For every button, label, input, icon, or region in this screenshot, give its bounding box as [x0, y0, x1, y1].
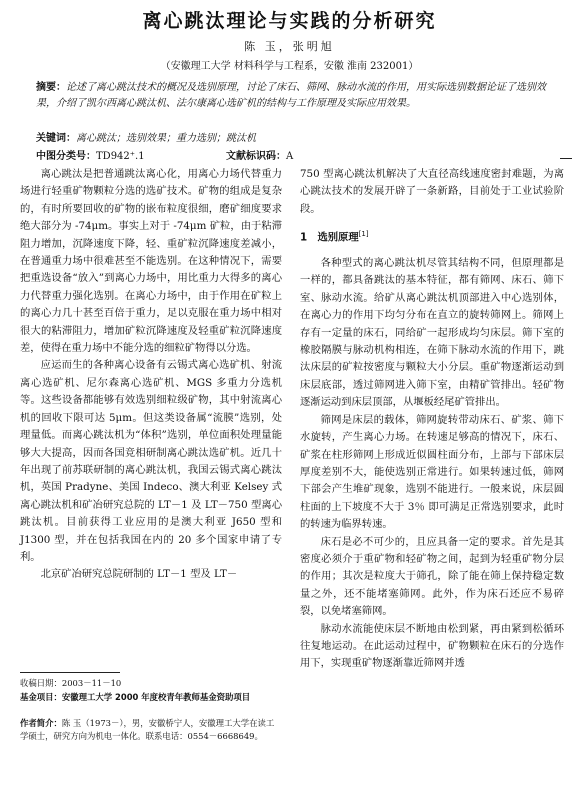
body-paragraph: 各种型式的离心跳汰机尽管其结构不同，但原理都是一样的，都具备跳汰的基本特征，都有筛网、床石、筛下室、脉动水流。给矿从离心跳汰机顶部进入中心选别体，在离心力的作用下均匀分布在直立的旋转筛网上。筛网上存有一定量的床石，同给矿一起形成均匀床层。筛下室的橡胶隔膜与脉动机构相连，在筛下脉动水流的作用下，跳汰床层的矿粒按密度与颗粒大小分层。重矿物逐渐运动到床层底部，透过筛网进入筛下室，由精矿管排出。轻矿物逐渐运动到床层顶部，从堰板经尾矿管排出。 — [300, 257, 564, 409]
abstract — [36, 80, 556, 112]
footnote-fund — [20, 691, 282, 704]
cls-label: 中图分类号： — [36, 151, 96, 162]
body-paragraph: 750 型离心跳汰机解决了大直径高线速度密封难题，为离心跳汰技术的发展开辟了一条新路，目前处于工业试验阶段。 — [300, 168, 564, 215]
keywords-label: 关键词： — [36, 133, 76, 144]
classification-line — [36, 149, 556, 165]
body-paragraph: 筛网是床层的载体，筛网旋转带动床石、矿浆、筛下水旋转，产生离心力场。在转速足够高的情况下，床石、矿浆在柱形筛网上形成近似圆柱面分布，上部与下部床层厚度差别不大，能使选别正常进行。如果转速过低，筛网下部会产生堆矿现象，选别不能进行。一般来说，床层圆柱面的上下坡度不大于 3％ 即可满足正常选别要求，此时的转速为临界转速。 — [300, 413, 564, 531]
fund-label: 基金项目： — [20, 692, 62, 702]
body-paragraph: 北京矿冶研究总院研制的 LT－1 型及 LT－ — [40, 568, 238, 581]
abstract-text: 论述了离心跳汰技术的概况及选别原理，讨论了床石、筛网、脉动水流的作用，用实际选别数据论证了选别效果，介绍了凯尔西离心跳汰机、法尔康离心选矿机的结构与工作原理及实际应用效果。 — [36, 82, 546, 109]
authors: 陈 玉，张明旭 — [244, 40, 335, 53]
affiliation: （安徽理工大学 材料科学与工程系，安徽 淮南 232001） — [160, 61, 419, 72]
keywords — [36, 131, 556, 147]
paper-title: 离心跳汰理论与实践的分析研究 — [142, 10, 437, 32]
fund-text: 安徽理工大学 2000 年度校青年教师基金资助项目 — [61, 692, 251, 702]
divider — [560, 158, 572, 159]
right-column — [300, 166, 564, 673]
doc-label: 文献标识码： — [226, 151, 286, 162]
author-text: 陈 玉（1973－），男，安徽桥宁人，安徽理工大学在读工学硕士，研究方向为机电一体化。联系电话：0554－6668649。 — [20, 718, 275, 741]
body-paragraph: 床石是必不可少的，且应具备一定的要求。首先是其密度必须介于重矿物和轻矿物之间，起到为轻重矿物分层的作用；其次是粒度大于筛孔，除了能在筛上保持稳定数量之外，还不能堵塞筛网。此外，作为床石还应不易碎裂，以免堵塞筛网。 — [300, 535, 564, 618]
keywords-text: 离心跳汰；选别效果；重力选别；跳汰机 — [76, 133, 256, 144]
doc-code — [226, 149, 293, 165]
cls-value: TD942⁺.1 — [96, 151, 145, 162]
section-heading — [300, 226, 564, 247]
footnote-received: 收稿日期：2003－11－10 — [20, 678, 122, 688]
body-paragraph: 应运而生的各种离心设备有云锡式离心选矿机、射流离心选矿机、尼尔森离心选矿机、MGS 多重力分选机等。这些设备都能够有效选别细粒级矿物，其中射流离心机的回收下限可达 5μm。但这类设备属“流膜”选别，处理量低。而离心跳汰机为“体积”选别，单位面积处理量能够大大提高，因而各国竞相研制离心跳汰选矿机。近几十年出现了前苏联研制的离心跳汰机，我国云锡式离心跳汰机，英国 Pradyne、美国 Indeco、澳大利亚 Kelsey 式离心跳汰机和矿冶研究总院的 LT－1 及 LT－750 型离心跳汰机。目前获得工业应用的是澳大利亚 J650 型和 J1300 型，并在包括我国在内的 20 多个国家申请了专利。 — [20, 359, 282, 563]
author-label: 作者简介： — [20, 718, 62, 728]
footnote-author — [20, 717, 282, 743]
left-column — [20, 166, 282, 584]
footnote-divider — [20, 672, 120, 673]
doc-value: A — [286, 151, 294, 162]
body-paragraph: 离心跳汰是把普通跳汰离心化，用离心力场代替重力场进行轻重矿物颗粒分选的选矿技术。矿物的组成是复杂的，有时所要回收的矿物的嵌布粒度很细，磨矿细度要求绝大部分为 -74μm。事实上对于 -74μm 矿粒，由于粘滞阻力增加，沉降速度下降，轻、重矿粒沉降速度差减小，在普通重力场中很难甚至不能选别。在这种情况下，需要把重选设备“放入”到离心力场中，用比重力大得多的离心力代替重力强化选别。在离心力场中，由于作用在矿粒上的离心力几十甚至百倍于重力，足以克服在重力场中相对很大的粘滞阻力，增加矿粒沉降速度及轻重矿粒沉降速度差，使得在重力场中不能分选的细粒矿物得以分选。 — [20, 168, 282, 355]
abstract-label: 摘要： — [36, 82, 66, 93]
section-ref: [1] — [358, 230, 369, 239]
body-paragraph: 脉动水流能使床层不断地由松到紧，再由紧到松循环往复地运动。在此运动过程中，矿物颗粒在床石的分选作用下，实现重矿物逐渐靠近筛网并透 — [300, 622, 564, 670]
section-title: 1 选别原理 — [300, 231, 359, 244]
